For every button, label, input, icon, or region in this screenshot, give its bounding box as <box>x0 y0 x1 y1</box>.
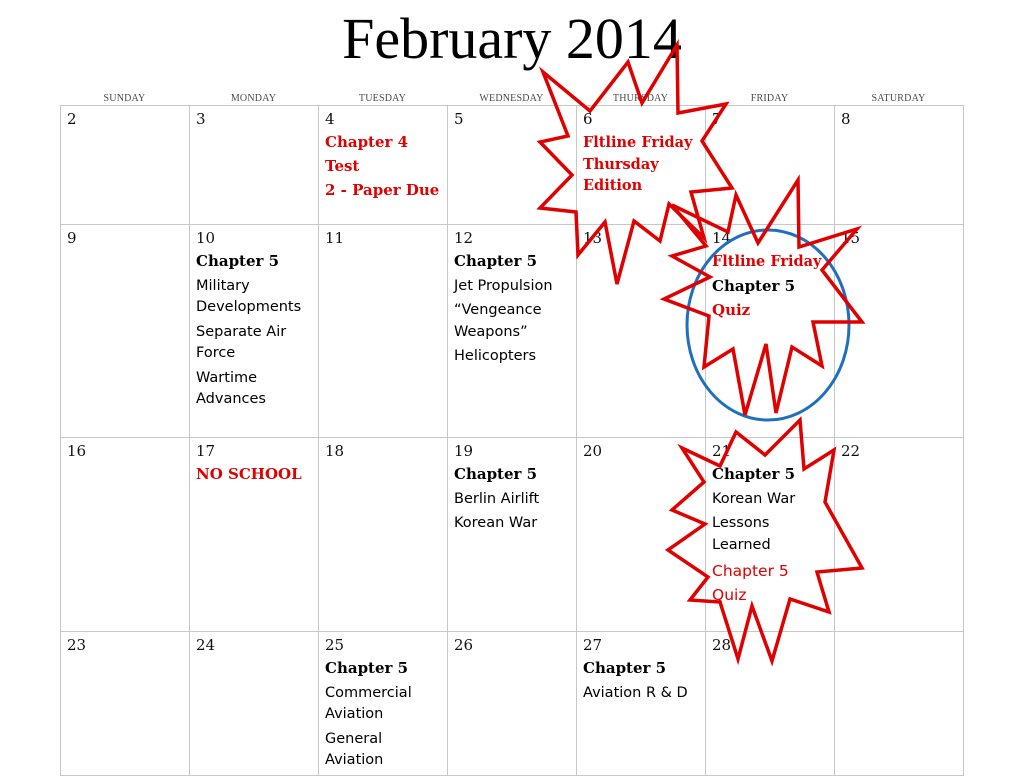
weekday-sunday: SUNDAY <box>103 93 146 104</box>
day-cell-28 <box>706 632 835 776</box>
event-text: Chapter 5 <box>454 252 538 270</box>
day-cell-8 <box>835 106 964 225</box>
day-number: 9 <box>67 229 77 247</box>
day-cell-13 <box>577 225 706 438</box>
day-cell-10 <box>190 225 319 438</box>
day-cell-9 <box>61 225 190 438</box>
week-row <box>61 225 964 438</box>
weekday-wednesday: WEDNESDAY <box>479 93 544 104</box>
day-number: 6 <box>583 110 593 128</box>
day-cell-25 <box>319 632 448 776</box>
day-number: 18 <box>325 442 345 460</box>
day-cell-3 <box>190 106 319 225</box>
day-number: 17 <box>196 442 216 460</box>
event-text: Fltline Friday <box>712 253 822 270</box>
day-cell-20 <box>577 438 706 632</box>
event-text: Wartime Advances <box>196 369 266 407</box>
week-row <box>61 106 964 225</box>
weekday-thursday: THURSDAY <box>612 93 669 104</box>
week-row <box>61 438 964 632</box>
event-text: Quiz <box>712 301 751 319</box>
day-number: 11 <box>325 229 345 247</box>
day-number: 21 <box>712 442 732 460</box>
day-cell-2 <box>61 106 190 225</box>
day-cell-23 <box>61 632 190 776</box>
day-cell-26 <box>448 632 577 776</box>
day-number: 16 <box>67 442 87 460</box>
weekday-saturday: SATURDAY <box>871 93 926 104</box>
day-cell-17 <box>190 438 319 632</box>
event-text: Separate Air Force <box>196 323 287 361</box>
day-number: 28 <box>712 636 732 654</box>
event-text: Chapter 5 <box>196 252 280 270</box>
event-text: Chapter 5 Quiz <box>712 562 789 604</box>
day-number: 12 <box>454 229 474 247</box>
event-text: Korean War <box>712 490 796 507</box>
day-cell-18 <box>319 438 448 632</box>
day-cell-4 <box>319 106 448 225</box>
week-row <box>61 632 964 776</box>
day-cell-21 <box>706 438 835 632</box>
weekday-header-row <box>60 93 964 105</box>
event-text: Chapter 5 <box>712 465 796 483</box>
day-number: 3 <box>196 110 206 128</box>
day-number: 27 <box>583 636 603 654</box>
event-text: Military Developments <box>196 277 302 315</box>
event-text: Chapter 5 <box>712 276 796 295</box>
weekday-tuesday: TUESDAY <box>358 93 407 104</box>
day-number: 19 <box>454 442 474 460</box>
event-text: Chapter 5 <box>454 465 538 483</box>
day-number: 22 <box>841 442 861 460</box>
day-cell-24 <box>190 632 319 776</box>
day-number: 15 <box>841 229 861 247</box>
day-cell-7 <box>706 106 835 225</box>
day-number: 5 <box>454 110 464 128</box>
event-text: “Vengeance Weapons” <box>454 302 542 340</box>
event-text: Fltline Friday Thursday Edition <box>583 134 693 194</box>
event-text: 2 - Paper Due <box>325 181 440 199</box>
day-cell-6 <box>577 106 706 225</box>
day-cell-27 <box>577 632 706 776</box>
event-text: Korean War <box>454 515 538 531</box>
day-number: 4 <box>325 110 335 128</box>
weekday-monday: MONDAY <box>230 93 277 104</box>
event-text: Chapter 5 <box>583 659 667 677</box>
day-cell-12 <box>448 225 577 438</box>
weekday-friday: FRIDAY <box>750 93 789 104</box>
event-text: Lessons Learned <box>712 515 771 553</box>
event-text: Commercial Aviation <box>325 684 412 722</box>
day-number: 24 <box>196 636 216 654</box>
event-text: Chapter 4 <box>325 133 409 151</box>
day-cell-15 <box>835 225 964 438</box>
day-number: 25 <box>325 636 345 654</box>
event-text: General Aviation <box>325 730 384 768</box>
day-number: 2 <box>67 110 77 128</box>
day-number: 13 <box>583 229 603 247</box>
event-text: Test <box>325 157 360 175</box>
day-number: 20 <box>583 442 603 460</box>
event-text: Chapter 5 <box>325 659 409 677</box>
day-cell-11 <box>319 225 448 438</box>
calendar-title: February 2014 <box>342 6 682 71</box>
day-cell-22 <box>835 438 964 632</box>
day-number: 26 <box>454 636 474 654</box>
day-cell-empty-sat <box>835 632 964 776</box>
day-number: 23 <box>67 636 87 654</box>
event-text: Jet Propulsion <box>454 277 553 294</box>
event-text: Helicopters <box>454 348 537 364</box>
day-number: 10 <box>196 229 216 247</box>
day-number: 7 <box>712 110 722 128</box>
event-text: NO SCHOOL <box>196 465 302 483</box>
day-cell-5 <box>448 106 577 225</box>
event-text: Berlin Airlift <box>454 490 540 507</box>
day-cell-19 <box>448 438 577 632</box>
calendar-grid <box>60 105 964 776</box>
day-cell-14 <box>706 225 835 438</box>
day-number: 14 <box>712 229 732 247</box>
day-cell-16 <box>61 438 190 632</box>
day-number: 8 <box>841 110 851 128</box>
event-text: Aviation R & D <box>583 684 688 701</box>
